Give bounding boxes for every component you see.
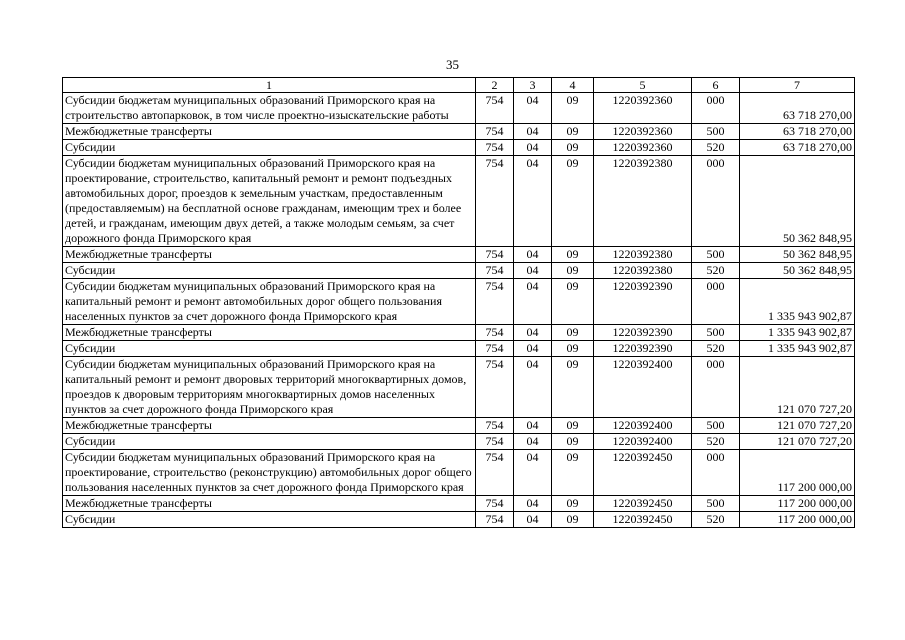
row-code-3: 04 [514,496,552,512]
table-row [63,93,855,124]
row-name: Субсидии бюджетам муниципальных образований Приморского края на капитальный ремонт и ремонт автомобильных дорог общего пользования населенных пунктов за счет дорожного фонда Приморского края [63,279,476,325]
row-code-2: 754 [476,325,514,341]
header-col-7: 7 [740,78,855,93]
row-code-6: 000 [692,279,740,325]
row-code-6: 000 [692,450,740,496]
row-code-3: 04 [514,124,552,140]
row-code-3: 04 [514,325,552,341]
row-code-5: 1220392360 [594,93,692,124]
row-amount: 1 335 943 902,87 [740,279,855,325]
table-row [63,263,855,279]
row-code-6: 500 [692,247,740,263]
row-code-3: 04 [514,341,552,357]
row-name: Субсидии бюджетам муниципальных образований Приморского края на капитальный ремонт и ремонт дворовых территорий многоквартирных домов, проездов к дворовым территориям многоквартирных домов населенных пунктов за счет дорожного фонда Приморского края [63,357,476,418]
row-code-5: 1220392400 [594,418,692,434]
header-row [63,78,855,93]
row-code-4: 09 [552,124,594,140]
header-col-5: 5 [594,78,692,93]
table-row [63,418,855,434]
row-code-5: 1220392380 [594,247,692,263]
row-code-6: 000 [692,357,740,418]
row-amount: 117 200 000,00 [740,496,855,512]
row-code-3: 04 [514,247,552,263]
row-code-3: 04 [514,263,552,279]
row-code-4: 09 [552,325,594,341]
table-row [63,124,855,140]
row-code-2: 754 [476,124,514,140]
row-code-2: 754 [476,263,514,279]
row-code-2: 754 [476,279,514,325]
table-row [63,247,855,263]
row-code-6: 000 [692,93,740,124]
row-code-6: 520 [692,434,740,450]
row-code-4: 09 [552,279,594,325]
row-code-6: 520 [692,341,740,357]
row-code-5: 1220392390 [594,341,692,357]
row-code-4: 09 [552,418,594,434]
table-row [63,450,855,496]
row-name: Субсидии [63,512,476,528]
row-amount: 117 200 000,00 [740,512,855,528]
row-code-6: 500 [692,325,740,341]
row-name: Субсидии бюджетам муниципальных образований Приморского края на проектирование, строительство (реконструкцию) автомобильных дорог общего пользования населенных пунктов за счет дорожного фонда Приморского края [63,450,476,496]
row-amount: 117 200 000,00 [740,450,855,496]
row-code-6: 500 [692,418,740,434]
row-code-2: 754 [476,496,514,512]
row-code-4: 09 [552,93,594,124]
row-name: Субсидии [63,434,476,450]
row-code-5: 1220392380 [594,156,692,247]
row-name: Межбюджетные трансферты [63,325,476,341]
row-code-2: 754 [476,512,514,528]
row-amount: 63 718 270,00 [740,124,855,140]
row-code-5: 1220392360 [594,140,692,156]
row-code-2: 754 [476,434,514,450]
row-code-6: 520 [692,140,740,156]
row-code-3: 04 [514,450,552,496]
row-amount: 63 718 270,00 [740,93,855,124]
row-name: Межбюджетные трансферты [63,496,476,512]
row-amount: 121 070 727,20 [740,418,855,434]
row-code-3: 04 [514,434,552,450]
page-number: 35 [446,57,459,72]
row-code-2: 754 [476,140,514,156]
row-code-2: 754 [476,450,514,496]
table-row [63,140,855,156]
row-code-6: 520 [692,512,740,528]
header-col-3: 3 [514,78,552,93]
row-code-5: 1220392450 [594,450,692,496]
table-row [63,325,855,341]
row-amount: 121 070 727,20 [740,434,855,450]
row-code-4: 09 [552,496,594,512]
row-name: Межбюджетные трансферты [63,124,476,140]
row-code-4: 09 [552,263,594,279]
row-name: Субсидии [63,341,476,357]
row-code-6: 500 [692,124,740,140]
header-col-6: 6 [692,78,740,93]
row-code-3: 04 [514,418,552,434]
row-name: Субсидии [63,263,476,279]
table-row [63,279,855,325]
table-row [63,341,855,357]
row-code-6: 520 [692,263,740,279]
row-code-2: 754 [476,156,514,247]
table-row [63,496,855,512]
row-name: Межбюджетные трансферты [63,418,476,434]
row-code-3: 04 [514,279,552,325]
row-code-6: 500 [692,496,740,512]
row-code-2: 754 [476,341,514,357]
row-code-6: 000 [692,156,740,247]
row-code-3: 04 [514,156,552,247]
row-code-5: 1220392360 [594,124,692,140]
row-amount: 121 070 727,20 [740,357,855,418]
row-amount: 50 362 848,95 [740,263,855,279]
row-amount: 1 335 943 902,87 [740,325,855,341]
row-code-3: 04 [514,140,552,156]
row-code-2: 754 [476,418,514,434]
row-code-4: 09 [552,434,594,450]
row-amount: 50 362 848,95 [740,156,855,247]
row-code-4: 09 [552,450,594,496]
row-code-5: 1220392400 [594,434,692,450]
row-code-3: 04 [514,512,552,528]
header-col-4: 4 [552,78,594,93]
row-code-5: 1220392390 [594,325,692,341]
row-code-5: 1220392400 [594,357,692,418]
row-code-2: 754 [476,357,514,418]
budget-table [62,77,855,528]
table-row [63,357,855,418]
row-amount: 63 718 270,00 [740,140,855,156]
table-row [63,512,855,528]
row-code-4: 09 [552,357,594,418]
table-row [63,434,855,450]
row-name: Субсидии бюджетам муниципальных образований Приморского края на проектирование, строительство, капитальный ремонт и ремонт подъездных автомобильных дорог, проездов к земельным участкам, предоставленным (предоставляемым) на бесплатной основе гражданам, имеющим трех и более детей, и гражданам, имеющим двух детей, а также молодым семьям, за счет дорожного фонда Приморского края [63,156,476,247]
row-amount: 50 362 848,95 [740,247,855,263]
row-name: Межбюджетные трансферты [63,247,476,263]
row-code-5: 1220392380 [594,263,692,279]
row-code-4: 09 [552,512,594,528]
header-col-2: 2 [476,78,514,93]
row-code-4: 09 [552,140,594,156]
header-col-1: 1 [63,78,476,93]
row-code-4: 09 [552,156,594,247]
table-row [63,156,855,247]
row-code-3: 04 [514,357,552,418]
row-code-5: 1220392450 [594,512,692,528]
row-code-4: 09 [552,247,594,263]
row-code-5: 1220392450 [594,496,692,512]
row-code-5: 1220392390 [594,279,692,325]
row-code-2: 754 [476,93,514,124]
row-name: Субсидии [63,140,476,156]
row-code-3: 04 [514,93,552,124]
row-name: Субсидии бюджетам муниципальных образований Приморского края на строительство автопарковок, в том числе проектно-изыскательские работы [63,93,476,124]
row-amount: 1 335 943 902,87 [740,341,855,357]
row-code-4: 09 [552,341,594,357]
row-code-2: 754 [476,247,514,263]
